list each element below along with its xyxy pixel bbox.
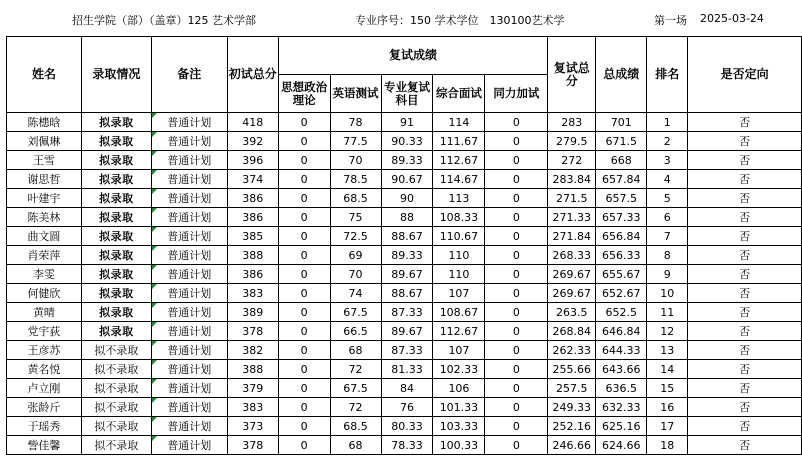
- cell-bonus[interactable]: 0: [485, 208, 548, 227]
- cell-interview[interactable]: 110.67: [433, 227, 485, 246]
- cell-rank[interactable]: 11: [647, 303, 688, 322]
- col-header-status[interactable]: 录取情况: [81, 37, 151, 113]
- col-header-interview[interactable]: 综合面试: [433, 75, 485, 113]
- cell-interview[interactable]: 100.33: [433, 436, 485, 455]
- col-header-major-subject[interactable]: 专业复试科目: [381, 75, 433, 113]
- cell-major-subject[interactable]: 88: [381, 208, 433, 227]
- cell-politics[interactable]: 0: [278, 436, 330, 455]
- col-header-initial-score[interactable]: 初试总分: [227, 37, 278, 113]
- cell-bonus[interactable]: 0: [485, 398, 548, 417]
- cell-retest-total[interactable]: 263.5: [548, 303, 596, 322]
- cell-status[interactable]: 拟录取: [81, 208, 151, 227]
- table-row[interactable]: [7, 246, 802, 265]
- table-row[interactable]: [7, 265, 802, 284]
- cell-note[interactable]: 普通计划: [151, 227, 227, 246]
- cell-english[interactable]: 78.5: [330, 170, 381, 189]
- cell-note[interactable]: 普通计划: [151, 379, 227, 398]
- col-header-rank[interactable]: 排名: [647, 37, 688, 113]
- cell-bonus[interactable]: 0: [485, 132, 548, 151]
- cell-rank[interactable]: 6: [647, 208, 688, 227]
- cell-retest-total[interactable]: 252.16: [548, 417, 596, 436]
- table-row[interactable]: [7, 189, 802, 208]
- cell-bonus[interactable]: 0: [485, 170, 548, 189]
- cell-name[interactable]: 何健欣: [7, 284, 82, 303]
- cell-name[interactable]: 黄名悦: [7, 360, 82, 379]
- cell-status[interactable]: 拟录取: [81, 132, 151, 151]
- cell-status[interactable]: 拟录取: [81, 265, 151, 284]
- cell-total[interactable]: 625.16: [596, 417, 647, 436]
- cell-total[interactable]: 656.84: [596, 227, 647, 246]
- cell-initial-score[interactable]: 392: [227, 132, 278, 151]
- cell-oriented[interactable]: 否: [688, 284, 802, 303]
- cell-status[interactable]: 拟不录取: [81, 436, 151, 455]
- cell-status[interactable]: 拟录取: [81, 113, 151, 132]
- cell-interview[interactable]: 108.33: [433, 208, 485, 227]
- cell-rank[interactable]: 2: [647, 132, 688, 151]
- cell-note[interactable]: 普通计划: [151, 284, 227, 303]
- cell-initial-score[interactable]: 385: [227, 227, 278, 246]
- cell-retest-total[interactable]: 249.33: [548, 398, 596, 417]
- cell-name[interactable]: 李雯: [7, 265, 82, 284]
- cell-oriented[interactable]: 否: [688, 208, 802, 227]
- cell-bonus[interactable]: 0: [485, 265, 548, 284]
- exam-date: 2025-03-24: [700, 12, 764, 25]
- col-header-name[interactable]: 姓名: [7, 37, 82, 113]
- cell-initial-score[interactable]: 378: [227, 322, 278, 341]
- cell-total[interactable]: 657.33: [596, 208, 647, 227]
- cell-politics[interactable]: 0: [278, 303, 330, 322]
- col-header-retest-group[interactable]: 复试成绩: [278, 37, 548, 75]
- cell-major-subject[interactable]: 89.33: [381, 246, 433, 265]
- cell-politics[interactable]: 0: [278, 170, 330, 189]
- cell-note[interactable]: 普通计划: [151, 360, 227, 379]
- cell-name[interactable]: 肖荣萍: [7, 246, 82, 265]
- cell-interview[interactable]: 110: [433, 246, 485, 265]
- cell-interview[interactable]: 103.33: [433, 417, 485, 436]
- cell-major-subject[interactable]: 78.33: [381, 436, 433, 455]
- cell-retest-total[interactable]: 283: [548, 113, 596, 132]
- cell-oriented[interactable]: 否: [688, 151, 802, 170]
- cell-status[interactable]: 拟录取: [81, 189, 151, 208]
- cell-bonus[interactable]: 0: [485, 379, 548, 398]
- cell-politics[interactable]: 0: [278, 132, 330, 151]
- cell-rank[interactable]: 13: [647, 341, 688, 360]
- cell-oriented[interactable]: 否: [688, 265, 802, 284]
- cell-status[interactable]: 拟录取: [81, 227, 151, 246]
- cell-bonus[interactable]: 0: [485, 189, 548, 208]
- cell-name[interactable]: 张龄斤: [7, 398, 82, 417]
- cell-total[interactable]: 668: [596, 151, 647, 170]
- cell-oriented[interactable]: 否: [688, 113, 802, 132]
- cell-major-subject[interactable]: 88.67: [381, 227, 433, 246]
- cell-total[interactable]: 701: [596, 113, 647, 132]
- cell-name[interactable]: 谢思哲: [7, 170, 82, 189]
- cell-initial-score[interactable]: 383: [227, 398, 278, 417]
- cell-name[interactable]: 訾佳馨: [7, 436, 82, 455]
- cell-major-subject[interactable]: 84: [381, 379, 433, 398]
- cell-english[interactable]: 78: [330, 113, 381, 132]
- cell-total[interactable]: 632.33: [596, 398, 647, 417]
- cell-name[interactable]: 陈槵晗: [7, 113, 82, 132]
- cell-oriented[interactable]: 否: [688, 322, 802, 341]
- cell-rank[interactable]: 7: [647, 227, 688, 246]
- cell-bonus[interactable]: 0: [485, 360, 548, 379]
- cell-bonus[interactable]: 0: [485, 227, 548, 246]
- cell-retest-total[interactable]: 271.33: [548, 208, 596, 227]
- cell-rank[interactable]: 8: [647, 246, 688, 265]
- cell-rank[interactable]: 12: [647, 322, 688, 341]
- cell-english[interactable]: 68: [330, 341, 381, 360]
- cell-rank[interactable]: 17: [647, 417, 688, 436]
- cell-english[interactable]: 68: [330, 436, 381, 455]
- cell-interview[interactable]: 102.33: [433, 360, 485, 379]
- col-header-bonus[interactable]: 同力加试: [485, 75, 548, 113]
- table-row[interactable]: [7, 151, 802, 170]
- cell-total[interactable]: 652.67: [596, 284, 647, 303]
- cell-interview[interactable]: 114: [433, 113, 485, 132]
- cell-initial-score[interactable]: 396: [227, 151, 278, 170]
- cell-oriented[interactable]: 否: [688, 379, 802, 398]
- cell-bonus[interactable]: 0: [485, 246, 548, 265]
- cell-politics[interactable]: 0: [278, 113, 330, 132]
- cell-note[interactable]: 普通计划: [151, 132, 227, 151]
- cell-major-subject[interactable]: 89.33: [381, 151, 433, 170]
- table-row[interactable]: [7, 341, 802, 360]
- cell-english[interactable]: 74: [330, 284, 381, 303]
- table-row[interactable]: [7, 417, 802, 436]
- cell-oriented[interactable]: 否: [688, 303, 802, 322]
- cell-total[interactable]: 652.5: [596, 303, 647, 322]
- cell-total[interactable]: 624.66: [596, 436, 647, 455]
- results-table: [6, 36, 802, 455]
- table-row[interactable]: [7, 113, 802, 132]
- cell-total[interactable]: 646.84: [596, 322, 647, 341]
- cell-status[interactable]: 拟不录取: [81, 379, 151, 398]
- cell-retest-total[interactable]: 268.84: [548, 322, 596, 341]
- cell-note[interactable]: 普通计划: [151, 398, 227, 417]
- cell-name[interactable]: 王雪: [7, 151, 82, 170]
- col-header-retest-total[interactable]: 复试总分: [548, 37, 596, 113]
- cell-initial-score[interactable]: 386: [227, 189, 278, 208]
- cell-oriented[interactable]: 否: [688, 398, 802, 417]
- col-header-oriented[interactable]: 是否定向: [688, 37, 802, 113]
- cell-retest-total[interactable]: 262.33: [548, 341, 596, 360]
- cell-retest-total[interactable]: 272: [548, 151, 596, 170]
- cell-politics[interactable]: 0: [278, 208, 330, 227]
- col-header-total[interactable]: 总成绩: [596, 37, 647, 113]
- cell-total[interactable]: 644.33: [596, 341, 647, 360]
- cell-major-subject[interactable]: 90.67: [381, 170, 433, 189]
- cell-rank[interactable]: 10: [647, 284, 688, 303]
- cell-total[interactable]: 657.5: [596, 189, 647, 208]
- cell-rank[interactable]: 14: [647, 360, 688, 379]
- cell-note[interactable]: 普通计划: [151, 436, 227, 455]
- cell-name[interactable]: 黄晴: [7, 303, 82, 322]
- cell-total[interactable]: 671.5: [596, 132, 647, 151]
- table-row[interactable]: [7, 303, 802, 322]
- table-row[interactable]: [7, 379, 802, 398]
- cell-oriented[interactable]: 否: [688, 246, 802, 265]
- cell-oriented[interactable]: 否: [688, 436, 802, 455]
- table-row[interactable]: [7, 227, 802, 246]
- cell-initial-score[interactable]: 386: [227, 265, 278, 284]
- cell-note[interactable]: 普通计划: [151, 189, 227, 208]
- cell-bonus[interactable]: 0: [485, 322, 548, 341]
- cell-initial-score[interactable]: 388: [227, 360, 278, 379]
- cell-politics[interactable]: 0: [278, 189, 330, 208]
- cell-bonus[interactable]: 0: [485, 417, 548, 436]
- cell-major-subject[interactable]: 89.67: [381, 322, 433, 341]
- cell-initial-score[interactable]: 379: [227, 379, 278, 398]
- cell-oriented[interactable]: 否: [688, 417, 802, 436]
- cell-total[interactable]: 657.84: [596, 170, 647, 189]
- cell-name[interactable]: 卢立刚: [7, 379, 82, 398]
- cell-major-subject[interactable]: 81.33: [381, 360, 433, 379]
- table-row[interactable]: [7, 360, 802, 379]
- cell-oriented[interactable]: 否: [688, 341, 802, 360]
- table-row[interactable]: [7, 284, 802, 303]
- cell-interview[interactable]: 108.67: [433, 303, 485, 322]
- cell-english[interactable]: 72: [330, 360, 381, 379]
- cell-name[interactable]: 于瑶秀: [7, 417, 82, 436]
- cell-politics[interactable]: 0: [278, 360, 330, 379]
- cell-rank[interactable]: 4: [647, 170, 688, 189]
- cell-oriented[interactable]: 否: [688, 360, 802, 379]
- cell-initial-score[interactable]: 386: [227, 208, 278, 227]
- cell-initial-score[interactable]: 378: [227, 436, 278, 455]
- cell-initial-score[interactable]: 418: [227, 113, 278, 132]
- cell-politics[interactable]: 0: [278, 265, 330, 284]
- major-info: 专业序号：150 学术学位 130100艺术学: [355, 14, 565, 27]
- cell-politics[interactable]: 0: [278, 284, 330, 303]
- cell-note[interactable]: 普通计划: [151, 151, 227, 170]
- cell-rank[interactable]: 9: [647, 265, 688, 284]
- cell-major-subject[interactable]: 90: [381, 189, 433, 208]
- cell-politics[interactable]: 0: [278, 398, 330, 417]
- cell-note[interactable]: 普通计划: [151, 417, 227, 436]
- cell-politics[interactable]: 0: [278, 379, 330, 398]
- cell-initial-score[interactable]: 389: [227, 303, 278, 322]
- table-row[interactable]: [7, 398, 802, 417]
- cell-bonus[interactable]: 0: [485, 113, 548, 132]
- cell-oriented[interactable]: 否: [688, 170, 802, 189]
- col-header-english[interactable]: 英语测试: [330, 75, 381, 113]
- cell-major-subject[interactable]: 91: [381, 113, 433, 132]
- cell-major-subject[interactable]: 88.67: [381, 284, 433, 303]
- cell-retest-total[interactable]: 246.66: [548, 436, 596, 455]
- cell-retest-total[interactable]: 269.67: [548, 284, 596, 303]
- cell-major-subject[interactable]: 90.33: [381, 132, 433, 151]
- cell-major-subject[interactable]: 87.33: [381, 303, 433, 322]
- cell-rank[interactable]: 15: [647, 379, 688, 398]
- cell-interview[interactable]: 101.33: [433, 398, 485, 417]
- cell-name[interactable]: 叶建宇: [7, 189, 82, 208]
- cell-retest-total[interactable]: 268.33: [548, 246, 596, 265]
- cell-rank[interactable]: 3: [647, 151, 688, 170]
- cell-total[interactable]: 643.66: [596, 360, 647, 379]
- admission-unit: 招生学院（部）（盖章）125 艺术学部: [72, 14, 256, 27]
- cell-english[interactable]: 72.5: [330, 227, 381, 246]
- cell-note[interactable]: 普通计划: [151, 265, 227, 284]
- table-row[interactable]: [7, 208, 802, 227]
- cell-oriented[interactable]: 否: [688, 227, 802, 246]
- cell-interview[interactable]: 112.67: [433, 151, 485, 170]
- cell-rank[interactable]: 1: [647, 113, 688, 132]
- table-row[interactable]: [7, 132, 802, 151]
- cell-note[interactable]: 普通计划: [151, 208, 227, 227]
- cell-english[interactable]: 70: [330, 265, 381, 284]
- cell-major-subject[interactable]: 87.33: [381, 341, 433, 360]
- cell-interview[interactable]: 106: [433, 379, 485, 398]
- cell-retest-total[interactable]: 271.5: [548, 189, 596, 208]
- cell-status[interactable]: 拟录取: [81, 151, 151, 170]
- cell-initial-score[interactable]: 382: [227, 341, 278, 360]
- session-label: 第一场: [654, 14, 687, 27]
- col-header-politics[interactable]: 思想政治理论: [278, 75, 330, 113]
- cell-status[interactable]: 拟不录取: [81, 398, 151, 417]
- cell-note[interactable]: 普通计划: [151, 303, 227, 322]
- cell-initial-score[interactable]: 388: [227, 246, 278, 265]
- cell-status[interactable]: 拟不录取: [81, 341, 151, 360]
- cell-name[interactable]: 刘佩琳: [7, 132, 82, 151]
- cell-retest-total[interactable]: 279.5: [548, 132, 596, 151]
- cell-note[interactable]: 普通计划: [151, 341, 227, 360]
- table-row[interactable]: [7, 170, 802, 189]
- cell-oriented[interactable]: 否: [688, 189, 802, 208]
- cell-name[interactable]: 党宇荻: [7, 322, 82, 341]
- sheet-header: [0, 0, 802, 36]
- cell-politics[interactable]: 0: [278, 322, 330, 341]
- cell-english[interactable]: 77.5: [330, 132, 381, 151]
- cell-interview[interactable]: 113: [433, 189, 485, 208]
- cell-interview[interactable]: 107: [433, 284, 485, 303]
- cell-status[interactable]: 拟录取: [81, 322, 151, 341]
- cell-retest-total[interactable]: 269.67: [548, 265, 596, 284]
- cell-retest-total[interactable]: 271.84: [548, 227, 596, 246]
- cell-status[interactable]: 拟录取: [81, 303, 151, 322]
- cell-interview[interactable]: 111.67: [433, 132, 485, 151]
- cell-note[interactable]: 普通计划: [151, 113, 227, 132]
- cell-english[interactable]: 69: [330, 246, 381, 265]
- cell-note[interactable]: 普通计划: [151, 170, 227, 189]
- cell-initial-score[interactable]: 374: [227, 170, 278, 189]
- cell-english[interactable]: 68.5: [330, 189, 381, 208]
- cell-name[interactable]: 王彦苏: [7, 341, 82, 360]
- cell-initial-score[interactable]: 383: [227, 284, 278, 303]
- table-row[interactable]: [7, 322, 802, 341]
- cell-name[interactable]: 曲文圆: [7, 227, 82, 246]
- cell-interview[interactable]: 114.67: [433, 170, 485, 189]
- cell-english[interactable]: 72: [330, 398, 381, 417]
- cell-total[interactable]: 655.67: [596, 265, 647, 284]
- cell-english[interactable]: 70: [330, 151, 381, 170]
- cell-major-subject[interactable]: 80.33: [381, 417, 433, 436]
- cell-rank[interactable]: 5: [647, 189, 688, 208]
- cell-major-subject[interactable]: 89.67: [381, 265, 433, 284]
- cell-interview[interactable]: 107: [433, 341, 485, 360]
- cell-english[interactable]: 67.5: [330, 303, 381, 322]
- cell-status[interactable]: 拟录取: [81, 246, 151, 265]
- col-header-note[interactable]: 备注: [151, 37, 227, 113]
- cell-politics[interactable]: 0: [278, 227, 330, 246]
- cell-bonus[interactable]: 0: [485, 284, 548, 303]
- cell-note[interactable]: 普通计划: [151, 322, 227, 341]
- cell-english[interactable]: 66.5: [330, 322, 381, 341]
- cell-total[interactable]: 656.33: [596, 246, 647, 265]
- cell-english[interactable]: 67.5: [330, 379, 381, 398]
- cell-name[interactable]: 陈美林: [7, 208, 82, 227]
- cell-politics[interactable]: 0: [278, 417, 330, 436]
- cell-status[interactable]: 拟不录取: [81, 360, 151, 379]
- cell-note[interactable]: 普通计划: [151, 246, 227, 265]
- cell-bonus[interactable]: 0: [485, 303, 548, 322]
- cell-oriented[interactable]: 否: [688, 132, 802, 151]
- cell-english[interactable]: 68.5: [330, 417, 381, 436]
- cell-status[interactable]: 拟录取: [81, 170, 151, 189]
- table-row[interactable]: [7, 436, 802, 455]
- cell-politics[interactable]: 0: [278, 151, 330, 170]
- cell-rank[interactable]: 18: [647, 436, 688, 455]
- cell-status[interactable]: 拟录取: [81, 284, 151, 303]
- cell-english[interactable]: 75: [330, 208, 381, 227]
- cell-major-subject[interactable]: 76: [381, 398, 433, 417]
- cell-initial-score[interactable]: 373: [227, 417, 278, 436]
- cell-rank[interactable]: 16: [647, 398, 688, 417]
- cell-interview[interactable]: 110: [433, 265, 485, 284]
- cell-bonus[interactable]: 0: [485, 436, 548, 455]
- cell-retest-total[interactable]: 283.84: [548, 170, 596, 189]
- cell-retest-total[interactable]: 257.5: [548, 379, 596, 398]
- cell-interview[interactable]: 112.67: [433, 322, 485, 341]
- cell-bonus[interactable]: 0: [485, 151, 548, 170]
- cell-politics[interactable]: 0: [278, 341, 330, 360]
- cell-status[interactable]: 拟不录取: [81, 417, 151, 436]
- cell-politics[interactable]: 0: [278, 246, 330, 265]
- cell-retest-total[interactable]: 255.66: [548, 360, 596, 379]
- cell-total[interactable]: 636.5: [596, 379, 647, 398]
- cell-bonus[interactable]: 0: [485, 341, 548, 360]
